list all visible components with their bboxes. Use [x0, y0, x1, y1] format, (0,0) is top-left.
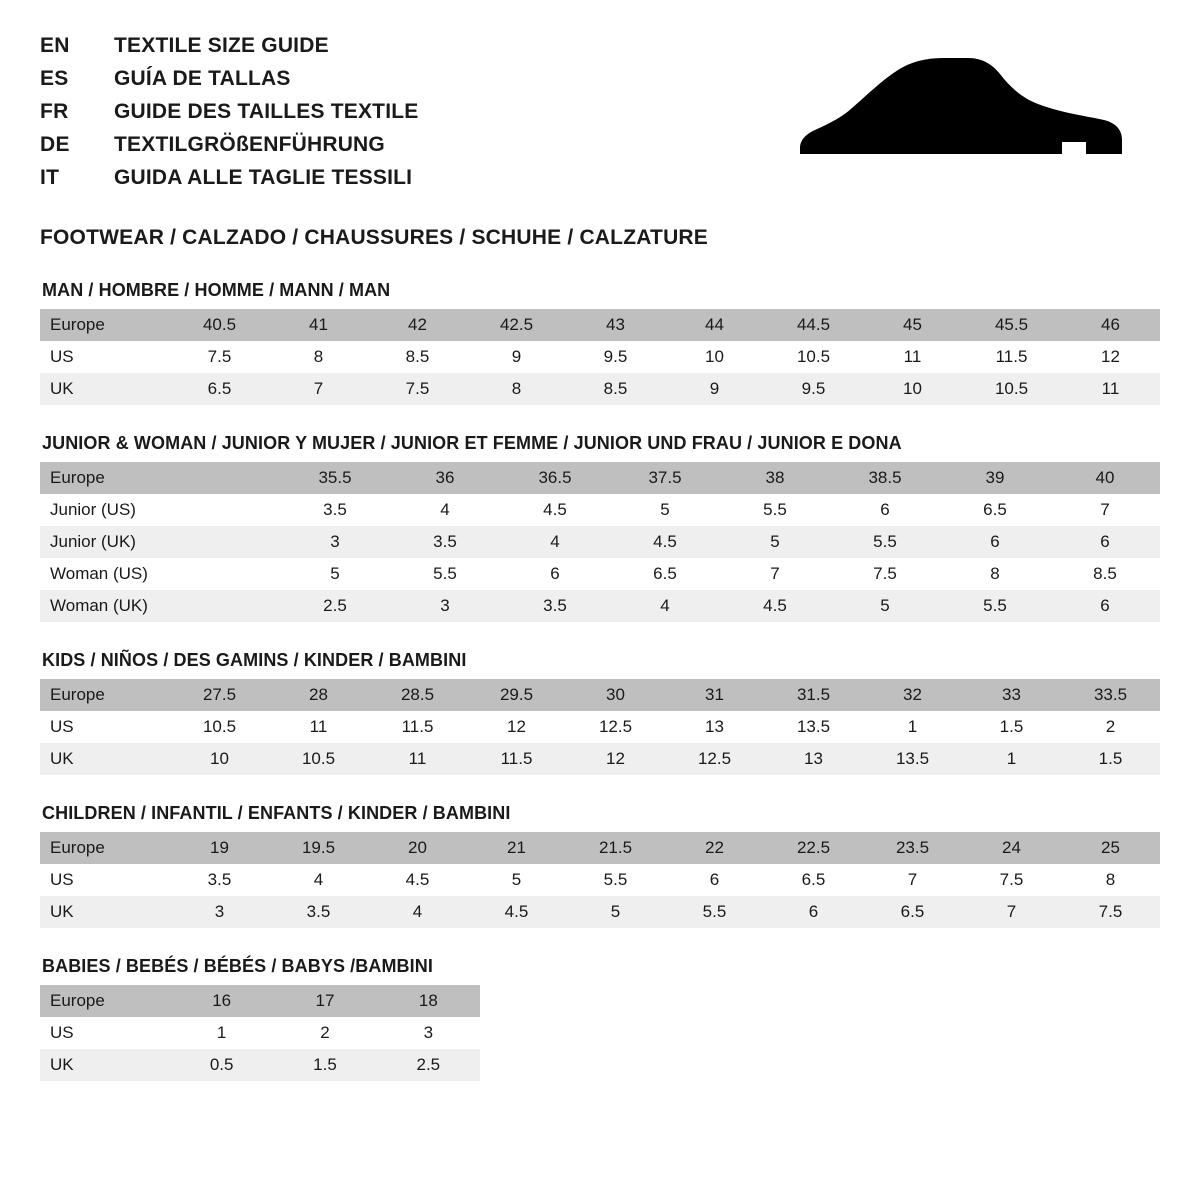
cell: 29.5 — [467, 679, 566, 711]
cell: 4.5 — [500, 494, 610, 526]
cell: 12 — [566, 743, 665, 775]
cell: 5 — [720, 526, 830, 558]
cell: 22.5 — [764, 832, 863, 864]
cell: 42 — [368, 309, 467, 341]
cell: 24 — [962, 832, 1061, 864]
table-row — [40, 832, 1160, 864]
section-title: JUNIOR & WOMAN / JUNIOR Y MUJER / JUNIOR ET FEMME / JUNIOR UND FRAU / JUNIOR E DONA — [42, 433, 902, 453]
row-label: Europe — [40, 985, 170, 1017]
table-row — [40, 526, 1160, 558]
cell: 25 — [1061, 832, 1160, 864]
cell: 6.5 — [940, 494, 1050, 526]
row-label: Europe — [40, 679, 170, 711]
cell: 5 — [467, 864, 566, 896]
cell: 31.5 — [764, 679, 863, 711]
language-title: TEXTILE SIZE GUIDE — [114, 34, 329, 57]
cell: 0.5 — [170, 1049, 273, 1081]
cell: 6 — [1050, 590, 1160, 622]
cell: 30 — [566, 679, 665, 711]
cell: 41 — [269, 309, 368, 341]
table-row — [40, 1049, 480, 1081]
cell: 3.5 — [269, 896, 368, 928]
row-label: Europe — [40, 309, 170, 341]
cell: 10 — [863, 373, 962, 405]
cell: 13.5 — [764, 711, 863, 743]
cell: 39 — [940, 462, 1050, 494]
cell: 27.5 — [170, 679, 269, 711]
cell: 13 — [665, 711, 764, 743]
row-label: US — [40, 711, 170, 743]
page-header — [40, 34, 1160, 199]
table-row — [40, 711, 1160, 743]
cell: 45.5 — [962, 309, 1061, 341]
size-table-kids — [40, 679, 1160, 775]
cell: 8 — [269, 341, 368, 373]
cell — [170, 494, 280, 526]
cell: 45 — [863, 309, 962, 341]
row-label: US — [40, 864, 170, 896]
cell: 7 — [720, 558, 830, 590]
cell: 3 — [170, 896, 269, 928]
cell: 42.5 — [467, 309, 566, 341]
row-label: UK — [40, 743, 170, 775]
cell: 31 — [665, 679, 764, 711]
cell: 33.5 — [1061, 679, 1160, 711]
cell — [170, 558, 280, 590]
language-code: EN — [40, 34, 70, 57]
cell: 5.5 — [940, 590, 1050, 622]
cell: 10 — [665, 341, 764, 373]
table-row — [40, 864, 1160, 896]
row-label: Junior (US) — [40, 494, 170, 526]
cell: 11 — [1061, 373, 1160, 405]
cell: 4 — [610, 590, 720, 622]
cell: 3 — [390, 590, 500, 622]
table-row — [40, 743, 1160, 775]
cell: 5.5 — [665, 896, 764, 928]
dress-shoe-icon — [786, 56, 1126, 176]
cell: 46 — [1061, 309, 1160, 341]
cell: 38.5 — [830, 462, 940, 494]
section-children — [40, 803, 1160, 928]
cell: 38 — [720, 462, 830, 494]
cell: 37.5 — [610, 462, 720, 494]
language-title: GUÍA DE TALLAS — [114, 67, 291, 90]
language-code: FR — [40, 100, 69, 123]
cell: 4 — [500, 526, 610, 558]
cell: 36.5 — [500, 462, 610, 494]
cell: 40 — [1050, 462, 1160, 494]
cell: 6.5 — [170, 373, 269, 405]
cell: 4.5 — [368, 864, 467, 896]
row-label: Europe — [40, 832, 170, 864]
row-label: UK — [40, 373, 170, 405]
cell: 33 — [962, 679, 1061, 711]
cell: 28 — [269, 679, 368, 711]
cell: 2 — [1061, 711, 1160, 743]
cell: 7 — [863, 864, 962, 896]
section-junior-woman — [40, 433, 1160, 622]
cell: 6 — [830, 494, 940, 526]
cell: 5 — [280, 558, 390, 590]
cell: 6 — [764, 896, 863, 928]
cell: 8.5 — [1050, 558, 1160, 590]
cell: 11 — [368, 743, 467, 775]
table-row — [40, 590, 1160, 622]
cell: 43 — [566, 309, 665, 341]
cell: 4 — [390, 494, 500, 526]
language-row-en — [40, 34, 418, 67]
row-label: UK — [40, 896, 170, 928]
section-title: CHILDREN / INFANTIL / ENFANTS / KINDER / BAMBINI — [42, 803, 511, 823]
language-code: IT — [40, 166, 60, 189]
cell: 4.5 — [467, 896, 566, 928]
cell: 44.5 — [764, 309, 863, 341]
cell: 11 — [863, 341, 962, 373]
table-row — [40, 373, 1160, 405]
cell: 10.5 — [269, 743, 368, 775]
cell: 1 — [170, 1017, 273, 1049]
cell: 5.5 — [566, 864, 665, 896]
cell: 16 — [170, 985, 273, 1017]
section-babies — [40, 956, 1160, 1081]
cell — [170, 462, 280, 494]
cell — [170, 590, 280, 622]
cell: 7 — [1050, 494, 1160, 526]
illustration-area — [756, 34, 1160, 176]
cell: 21 — [467, 832, 566, 864]
language-title: TEXTILGRÖßENFÜHRUNG — [114, 133, 385, 156]
cell: 10.5 — [170, 711, 269, 743]
cell: 44 — [665, 309, 764, 341]
cell: 7.5 — [830, 558, 940, 590]
language-title-list — [40, 34, 418, 199]
cell: 7.5 — [962, 864, 1061, 896]
table-row — [40, 309, 1160, 341]
cell: 5 — [566, 896, 665, 928]
cell: 6.5 — [610, 558, 720, 590]
cell: 8 — [1061, 864, 1160, 896]
cell: 1 — [863, 711, 962, 743]
cell: 2.5 — [280, 590, 390, 622]
row-label: Junior (UK) — [40, 526, 170, 558]
cell: 12 — [467, 711, 566, 743]
cell: 1.5 — [1061, 743, 1160, 775]
language-row-fr — [40, 100, 418, 133]
cell: 36 — [390, 462, 500, 494]
cell: 11.5 — [368, 711, 467, 743]
cell: 3 — [377, 1017, 480, 1049]
cell: 11.5 — [467, 743, 566, 775]
table-row — [40, 896, 1160, 928]
cell: 4 — [269, 864, 368, 896]
cell: 40.5 — [170, 309, 269, 341]
cell: 6 — [665, 864, 764, 896]
cell: 3.5 — [500, 590, 610, 622]
section-title: MAN / HOMBRE / HOMME / MANN / MAN — [42, 280, 391, 300]
cell: 19.5 — [269, 832, 368, 864]
cell: 4.5 — [610, 526, 720, 558]
cell: 10.5 — [764, 341, 863, 373]
cell: 6.5 — [764, 864, 863, 896]
cell: 3 — [280, 526, 390, 558]
cell: 4.5 — [720, 590, 830, 622]
cell: 22 — [665, 832, 764, 864]
size-table-man — [40, 309, 1160, 405]
cell: 5 — [610, 494, 720, 526]
cell: 3.5 — [390, 526, 500, 558]
row-label: Woman (US) — [40, 558, 170, 590]
language-code: DE — [40, 133, 70, 156]
cell: 12 — [1061, 341, 1160, 373]
language-code: ES — [40, 67, 69, 90]
cell: 1 — [962, 743, 1061, 775]
cell: 11 — [269, 711, 368, 743]
category-heading: FOOTWEAR / CALZADO / CHAUSSURES / SCHUHE / CALZATURE — [40, 226, 709, 249]
section-title: KIDS / NIÑOS / DES GAMINS / KINDER / BAMBINI — [42, 650, 467, 670]
row-label: UK — [40, 1049, 170, 1081]
cell: 7.5 — [1061, 896, 1160, 928]
cell: 7 — [962, 896, 1061, 928]
size-table-children — [40, 832, 1160, 928]
cell: 10.5 — [962, 373, 1061, 405]
cell: 3.5 — [170, 864, 269, 896]
cell: 2.5 — [377, 1049, 480, 1081]
cell: 7 — [269, 373, 368, 405]
size-table-junior-woman — [40, 462, 1160, 622]
cell: 4 — [368, 896, 467, 928]
cell: 1.5 — [962, 711, 1061, 743]
cell: 6 — [940, 526, 1050, 558]
cell: 6 — [500, 558, 610, 590]
cell: 9 — [467, 341, 566, 373]
cell: 12.5 — [566, 711, 665, 743]
cell: 2 — [273, 1017, 376, 1049]
cell: 32 — [863, 679, 962, 711]
table-row — [40, 679, 1160, 711]
cell: 6 — [1050, 526, 1160, 558]
section-kids — [40, 650, 1160, 775]
cell: 8.5 — [566, 373, 665, 405]
cell: 19 — [170, 832, 269, 864]
cell: 10 — [170, 743, 269, 775]
language-title: GUIDE DES TAILLES TEXTILE — [114, 100, 419, 123]
cell: 23.5 — [863, 832, 962, 864]
cell — [170, 526, 280, 558]
cell: 28.5 — [368, 679, 467, 711]
cell: 7.5 — [368, 373, 467, 405]
section-title: BABIES / BEBÉS / BÉBÉS / BABYS /BAMBINI — [42, 956, 433, 976]
cell: 11.5 — [962, 341, 1061, 373]
cell: 5.5 — [390, 558, 500, 590]
row-label: US — [40, 1017, 170, 1049]
cell: 17 — [273, 985, 376, 1017]
row-label: Woman (UK) — [40, 590, 170, 622]
cell: 5.5 — [720, 494, 830, 526]
cell: 13.5 — [863, 743, 962, 775]
cell: 20 — [368, 832, 467, 864]
table-row — [40, 494, 1160, 526]
cell: 1.5 — [273, 1049, 376, 1081]
table-row — [40, 558, 1160, 590]
cell: 9.5 — [764, 373, 863, 405]
table-row — [40, 462, 1160, 494]
cell: 18 — [377, 985, 480, 1017]
language-row-es — [40, 67, 418, 100]
cell: 3.5 — [280, 494, 390, 526]
cell: 9 — [665, 373, 764, 405]
cell: 8 — [940, 558, 1050, 590]
cell: 6.5 — [863, 896, 962, 928]
cell: 5 — [830, 590, 940, 622]
cell: 21.5 — [566, 832, 665, 864]
cell: 7.5 — [170, 341, 269, 373]
cell: 8 — [467, 373, 566, 405]
size-table-babies — [40, 985, 480, 1081]
table-row — [40, 341, 1160, 373]
cell: 9.5 — [566, 341, 665, 373]
section-man — [40, 280, 1160, 405]
cell: 13 — [764, 743, 863, 775]
table-row — [40, 1017, 480, 1049]
row-label: US — [40, 341, 170, 373]
row-label: Europe — [40, 462, 170, 494]
table-row — [40, 985, 480, 1017]
cell: 5.5 — [830, 526, 940, 558]
language-row-it — [40, 166, 418, 199]
cell: 12.5 — [665, 743, 764, 775]
cell: 8.5 — [368, 341, 467, 373]
language-row-de — [40, 133, 418, 166]
language-title: GUIDA ALLE TAGLIE TESSILI — [114, 166, 413, 189]
cell: 35.5 — [280, 462, 390, 494]
